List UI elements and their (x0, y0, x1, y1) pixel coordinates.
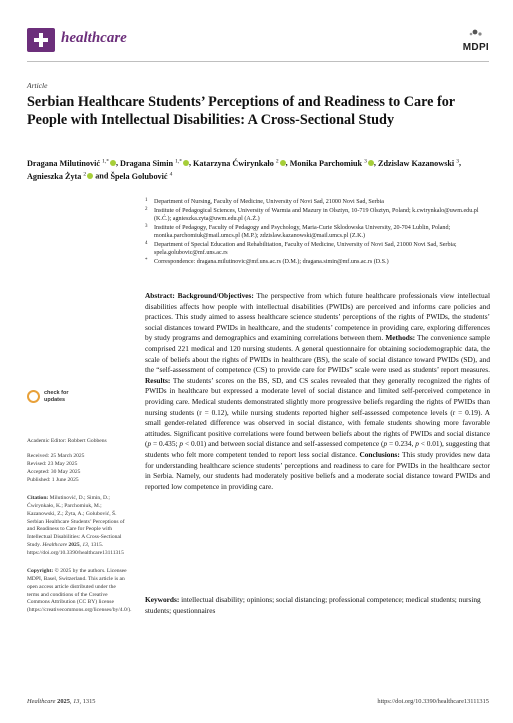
affiliation-item: 1 Department of Nursing, Faculty of Medicine, University of Novi Sad, 21000 Novi Sad, Serbia (145, 198, 385, 205)
keywords: Keywords: intellectual disability; opinions; social distancing; professional competence; medical students; nursing students; questionnaires (145, 595, 481, 615)
author[interactable]: Zdzislaw Kazanowski $^3$ (378, 158, 459, 168)
article-type: Article (27, 81, 48, 90)
published-date: Published: 1 June 2025 (27, 476, 79, 483)
abstract: Abstract: Background/Objectives: The perspective from which future healthcare professionals view intellectual disabilities affects how people with intellectual disabilities (PWIDs) are perceived and informs care policies and practices. This study aimed to assess healthcare science students’ perceptions of the rights of PWIDs, the students’ social distances toward PWIDs in healthcare, and the students’ competence in providing care, exploring differences by study programs and demographics and examining correlations between them. Methods: The convenience sample comprised 221 medical and 120 nursing students. A general questionnaire for obtaining sociodemographic data, the scale of beliefs about the rights of PWIDs in healthcare (BS), the scale of social distance toward PWIDs (SD), and the “self-assessment of competence (CS) to provide care for PWIDs” scale were used as students’ report measures. Results: The students’ scores on the BS, SD, and CS scales revealed that they generally recognized the rights of PWIDs in healthcare but expressed a moderate level of social distance and limited self-perceived competence in providing care. Medical students demonstrated slightly more progressive beliefs regarding the rights of PWIDs than nursing students (r = 0.12), while nursing students reported higher self-assessed competence levels (r = 0.19). A small gender-related difference was observed in social distance, with female students showing more favorable attitudes. Significant positive correlations were found between beliefs about the rights of PWIDs and social distance (p = 0.435; p < 0.01) and between social distance and self-assessed competence (p = 0.234, p < 0.01), suggesting that students who felt more competent tended to report less social distance. Conclusions: This study provides new data for understanding healthcare science students’ perceptions and readiness to care for PWIDs in the healthcare sector in Serbia. Namely, our students had moderately positive beliefs and a moderate social distance toward PWIDs and reported low competence in providing care. (145, 291, 491, 491)
author[interactable]: Dragana Simin $^{1,*}$ (120, 159, 189, 168)
check-for-updates-button[interactable] (27, 388, 87, 406)
orcid-icon[interactable] (110, 160, 116, 166)
article-title: Serbian Healthcare Students’ Perceptions of and Readiness to Care for People with Intellectual Disabilities: A Cross-Sectional Study (27, 94, 455, 128)
author[interactable]: Katarzyna Ćwirynkało $^2$ (193, 159, 286, 168)
affiliation-item: 2 Institute of Pedagogical Sciences, University of Warmia and Mazury in Olsztyn, 10-719 Olsztyn, Poland; k.cwirynkalo@uwm.edu.pl (K.Ć.); agnieszka.zyta@uwm.edu.pl (A.Ż.) (145, 206, 479, 222)
updates-icon (27, 390, 40, 403)
affiliation-item: 4 Department of Special Education and Rehabilitation, Faculty of Medicine, University of Novi Sad, 21000 Novi Sad, Serbia; spela.golubovic@mf.uns.ac.rs (145, 240, 457, 256)
affiliations (145, 198, 490, 266)
author[interactable]: Monika Parchomiuk $^3$ (290, 159, 374, 168)
author[interactable]: Špela Golubović $^4$ (110, 171, 173, 181)
received-date: Received: 25 March 2025 (27, 453, 85, 459)
journal-logo-icon (27, 28, 55, 52)
publication-dates (27, 453, 84, 485)
footer-doi-link[interactable]: https://doi.org/10.3390/healthcare13111315 (377, 698, 489, 705)
revised-date: Revised: 23 May 2025 (27, 460, 78, 467)
citation-block: Citation: Milutinović, D.; Simin, D.; Ćwirynkało, K.; Parchomiuk, M.; Kazanowski, Z.; Żyta, A.; Golubović, Š. Serbian Healthcare Students’ Perceptions of and Readiness to Care for People with Intellectual Disabilities: A Cross-Sectional Study. Healthcare 2025, 13, 1315. https://doi.org/10.3390/healthcare13111315 (27, 495, 125, 556)
orcid-icon[interactable] (87, 173, 93, 179)
author[interactable]: Dragana Milutinović $^{1,*}$ (27, 159, 116, 168)
copyright-block: Copyright: © 2025 by the authors. Licensee MDPI, Basel, Switzerland. This article is an open access article distributed under the terms and conditions of the Creative Commons Attribution (CC BY) license (https://creativecommons.org/licenses/by/4.0/). (27, 568, 132, 614)
journal-name[interactable]: healthcare (61, 30, 127, 46)
correspondence: * Correspondence: dragana.milutinovic@mf.uns.ac.rs (D.M.); dragana.simin@mf.uns.ac.rs (D.S.) (145, 257, 389, 265)
check-updates-label: check for updates (44, 390, 69, 403)
footer-citation: Healthcare 2025, 13, 1315 (27, 698, 96, 705)
affiliation-item: 3 Institute of Pedagogy, Faculty of Pedagogy and Psychology, Maria-Curie Sklodowska University, 20-704 Lublin, Poland; monika.parchomiuk@mail.umcs.pl (M.P.); zdzislaw.kazanowski@mail.umcs.pl (Z.K.) (145, 223, 451, 239)
mdpi-logo-icon[interactable] (449, 28, 489, 52)
orcid-icon[interactable] (368, 160, 374, 166)
orcid-icon[interactable] (280, 160, 286, 166)
author-list: Dragana Milutinović $^{1,*}$ , Dragana Simin $^{1,*}$ , Katarzyna Ćwirynkało $^2$ , Monika Parchomiuk $^3$ , Zdzislaw Kazanowski $^3$, Agnieszka Żyta $^2$ and Špela Golubović $^4$ (27, 158, 462, 181)
header-divider (27, 61, 489, 62)
academic-editor: Academic Editor: Robbert Gobbens (27, 438, 107, 444)
accepted-date: Accepted: 30 May 2025 (27, 468, 81, 475)
author[interactable]: Agnieszka Żyta $^2$ (27, 172, 93, 181)
publisher-name: MDPI (462, 42, 489, 53)
journal-header (27, 24, 489, 56)
orcid-icon[interactable] (183, 160, 189, 166)
